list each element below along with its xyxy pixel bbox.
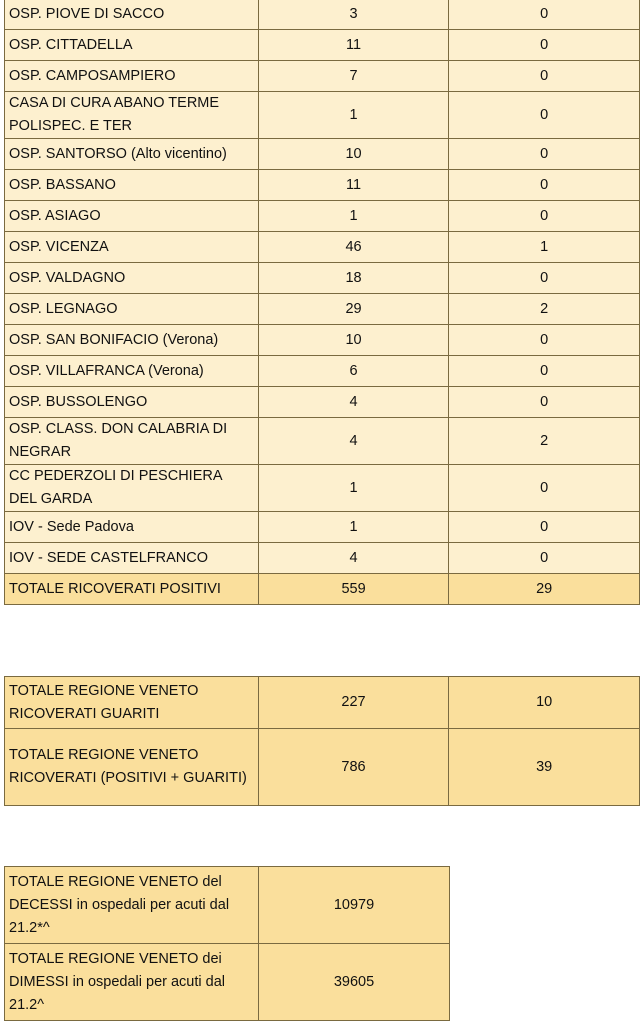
total-label: TOTALE RICOVERATI POSITIVI [5,574,259,605]
table-row [5,387,640,418]
hospital-name: OSP. ASIAGO [5,201,259,232]
table-row [5,263,640,294]
ricoverati-value: 4 [258,418,449,465]
summary-row [5,944,450,1021]
table-row [5,61,640,92]
table-row [5,0,640,30]
terapia-intensiva-value: 0 [449,465,640,512]
hospital-name: OSP. CAMPOSAMPIERO [5,61,259,92]
table-row [5,30,640,61]
table-row [5,543,640,574]
hospital-name: OSP. VILLAFRANCA (Verona) [5,356,259,387]
ricoverati-value: 10 [258,139,449,170]
summary-row [5,677,640,729]
table-row [5,92,640,139]
ricoverati-value: 1 [258,92,449,139]
terapia-intensiva-value: 0 [449,92,640,139]
hospital-table [4,0,640,605]
ricoverati-value: 4 [258,543,449,574]
table-row [5,232,640,263]
table-row [5,356,640,387]
table-row [5,201,640,232]
terapia-intensiva-value: 0 [449,387,640,418]
terapia-intensiva-value: 0 [449,512,640,543]
hospital-name: OSP. CLASS. DON CALABRIA DI NEGRAR [5,418,259,465]
deaths-discharges-table [4,866,450,1021]
hospital-name: OSP. PIOVE DI SACCO [5,0,259,30]
terapia-intensiva-value: 0 [449,61,640,92]
hospital-name: OSP. SANTORSO (Alto vicentino) [5,139,259,170]
ricoverati-value: 6 [258,356,449,387]
hospital-name: OSP. BASSANO [5,170,259,201]
table-row [5,139,640,170]
total-terapia-intensiva-value: 29 [449,574,640,605]
summary-label: TOTALE REGIONE VENETO RICOVERATI GUARITI [5,677,259,729]
hospital-name: IOV - SEDE CASTELFRANCO [5,543,259,574]
summary-row [5,729,640,806]
ricoverati-value: 7 [258,61,449,92]
discharges-label: TOTALE REGIONE VENETO dei DIMESSI in ospedali per acuti dal 21.2^ [5,944,259,1021]
summary-label: TOTALE REGIONE VENETO RICOVERATI (POSITIVI + GUARITI) [5,729,259,806]
terapia-intensiva-value: 0 [449,139,640,170]
hospital-name: IOV - Sede Padova [5,512,259,543]
ricoverati-value: 1 [258,465,449,512]
terapia-intensiva-value: 0 [449,543,640,574]
table-row [5,418,640,465]
terapia-intensiva-value: 0 [449,356,640,387]
hospital-name: OSP. VALDAGNO [5,263,259,294]
hospital-name: OSP. LEGNAGO [5,294,259,325]
ricoverati-value: 29 [258,294,449,325]
table-row [5,170,640,201]
summary-value: 39 [449,729,640,806]
terapia-intensiva-value: 0 [449,325,640,356]
terapia-intensiva-value: 2 [449,418,640,465]
discharges-value: 39605 [259,944,450,1021]
table-row [5,512,640,543]
ricoverati-value: 18 [258,263,449,294]
terapia-intensiva-value: 0 [449,0,640,30]
ricoverati-value: 1 [258,201,449,232]
terapia-intensiva-value: 0 [449,30,640,61]
terapia-intensiva-value: 2 [449,294,640,325]
hospital-name: OSP. CITTADELLA [5,30,259,61]
hospital-name: OSP. VICENZA [5,232,259,263]
summary-value: 786 [258,729,449,806]
ricoverati-value: 1 [258,512,449,543]
regional-summary-table [4,676,640,806]
terapia-intensiva-value: 1 [449,232,640,263]
summary-row [5,867,450,944]
summary-value: 10 [449,677,640,729]
deaths-label: TOTALE REGIONE VENETO del DECESSI in ospedali per acuti dal 21.2*^ [5,867,259,944]
ricoverati-value: 10 [258,325,449,356]
terapia-intensiva-value: 0 [449,170,640,201]
ricoverati-value: 3 [258,0,449,30]
summary-value: 227 [258,677,449,729]
hospital-name: OSP. SAN BONIFACIO (Verona) [5,325,259,356]
terapia-intensiva-value: 0 [449,263,640,294]
hospital-name: OSP. BUSSOLENGO [5,387,259,418]
deaths-value: 10979 [259,867,450,944]
ricoverati-value: 11 [258,170,449,201]
ricoverati-value: 11 [258,30,449,61]
hospital-name: CASA DI CURA ABANO TERME POLISPEC. E TER [5,92,259,139]
total-ricoverati-value: 559 [258,574,449,605]
total-row [5,574,640,605]
hospital-name: CC PEDERZOLI DI PESCHIERA DEL GARDA [5,465,259,512]
ricoverati-value: 46 [258,232,449,263]
terapia-intensiva-value: 0 [449,201,640,232]
table-row [5,465,640,512]
table-row [5,325,640,356]
table-row [5,294,640,325]
ricoverati-value: 4 [258,387,449,418]
